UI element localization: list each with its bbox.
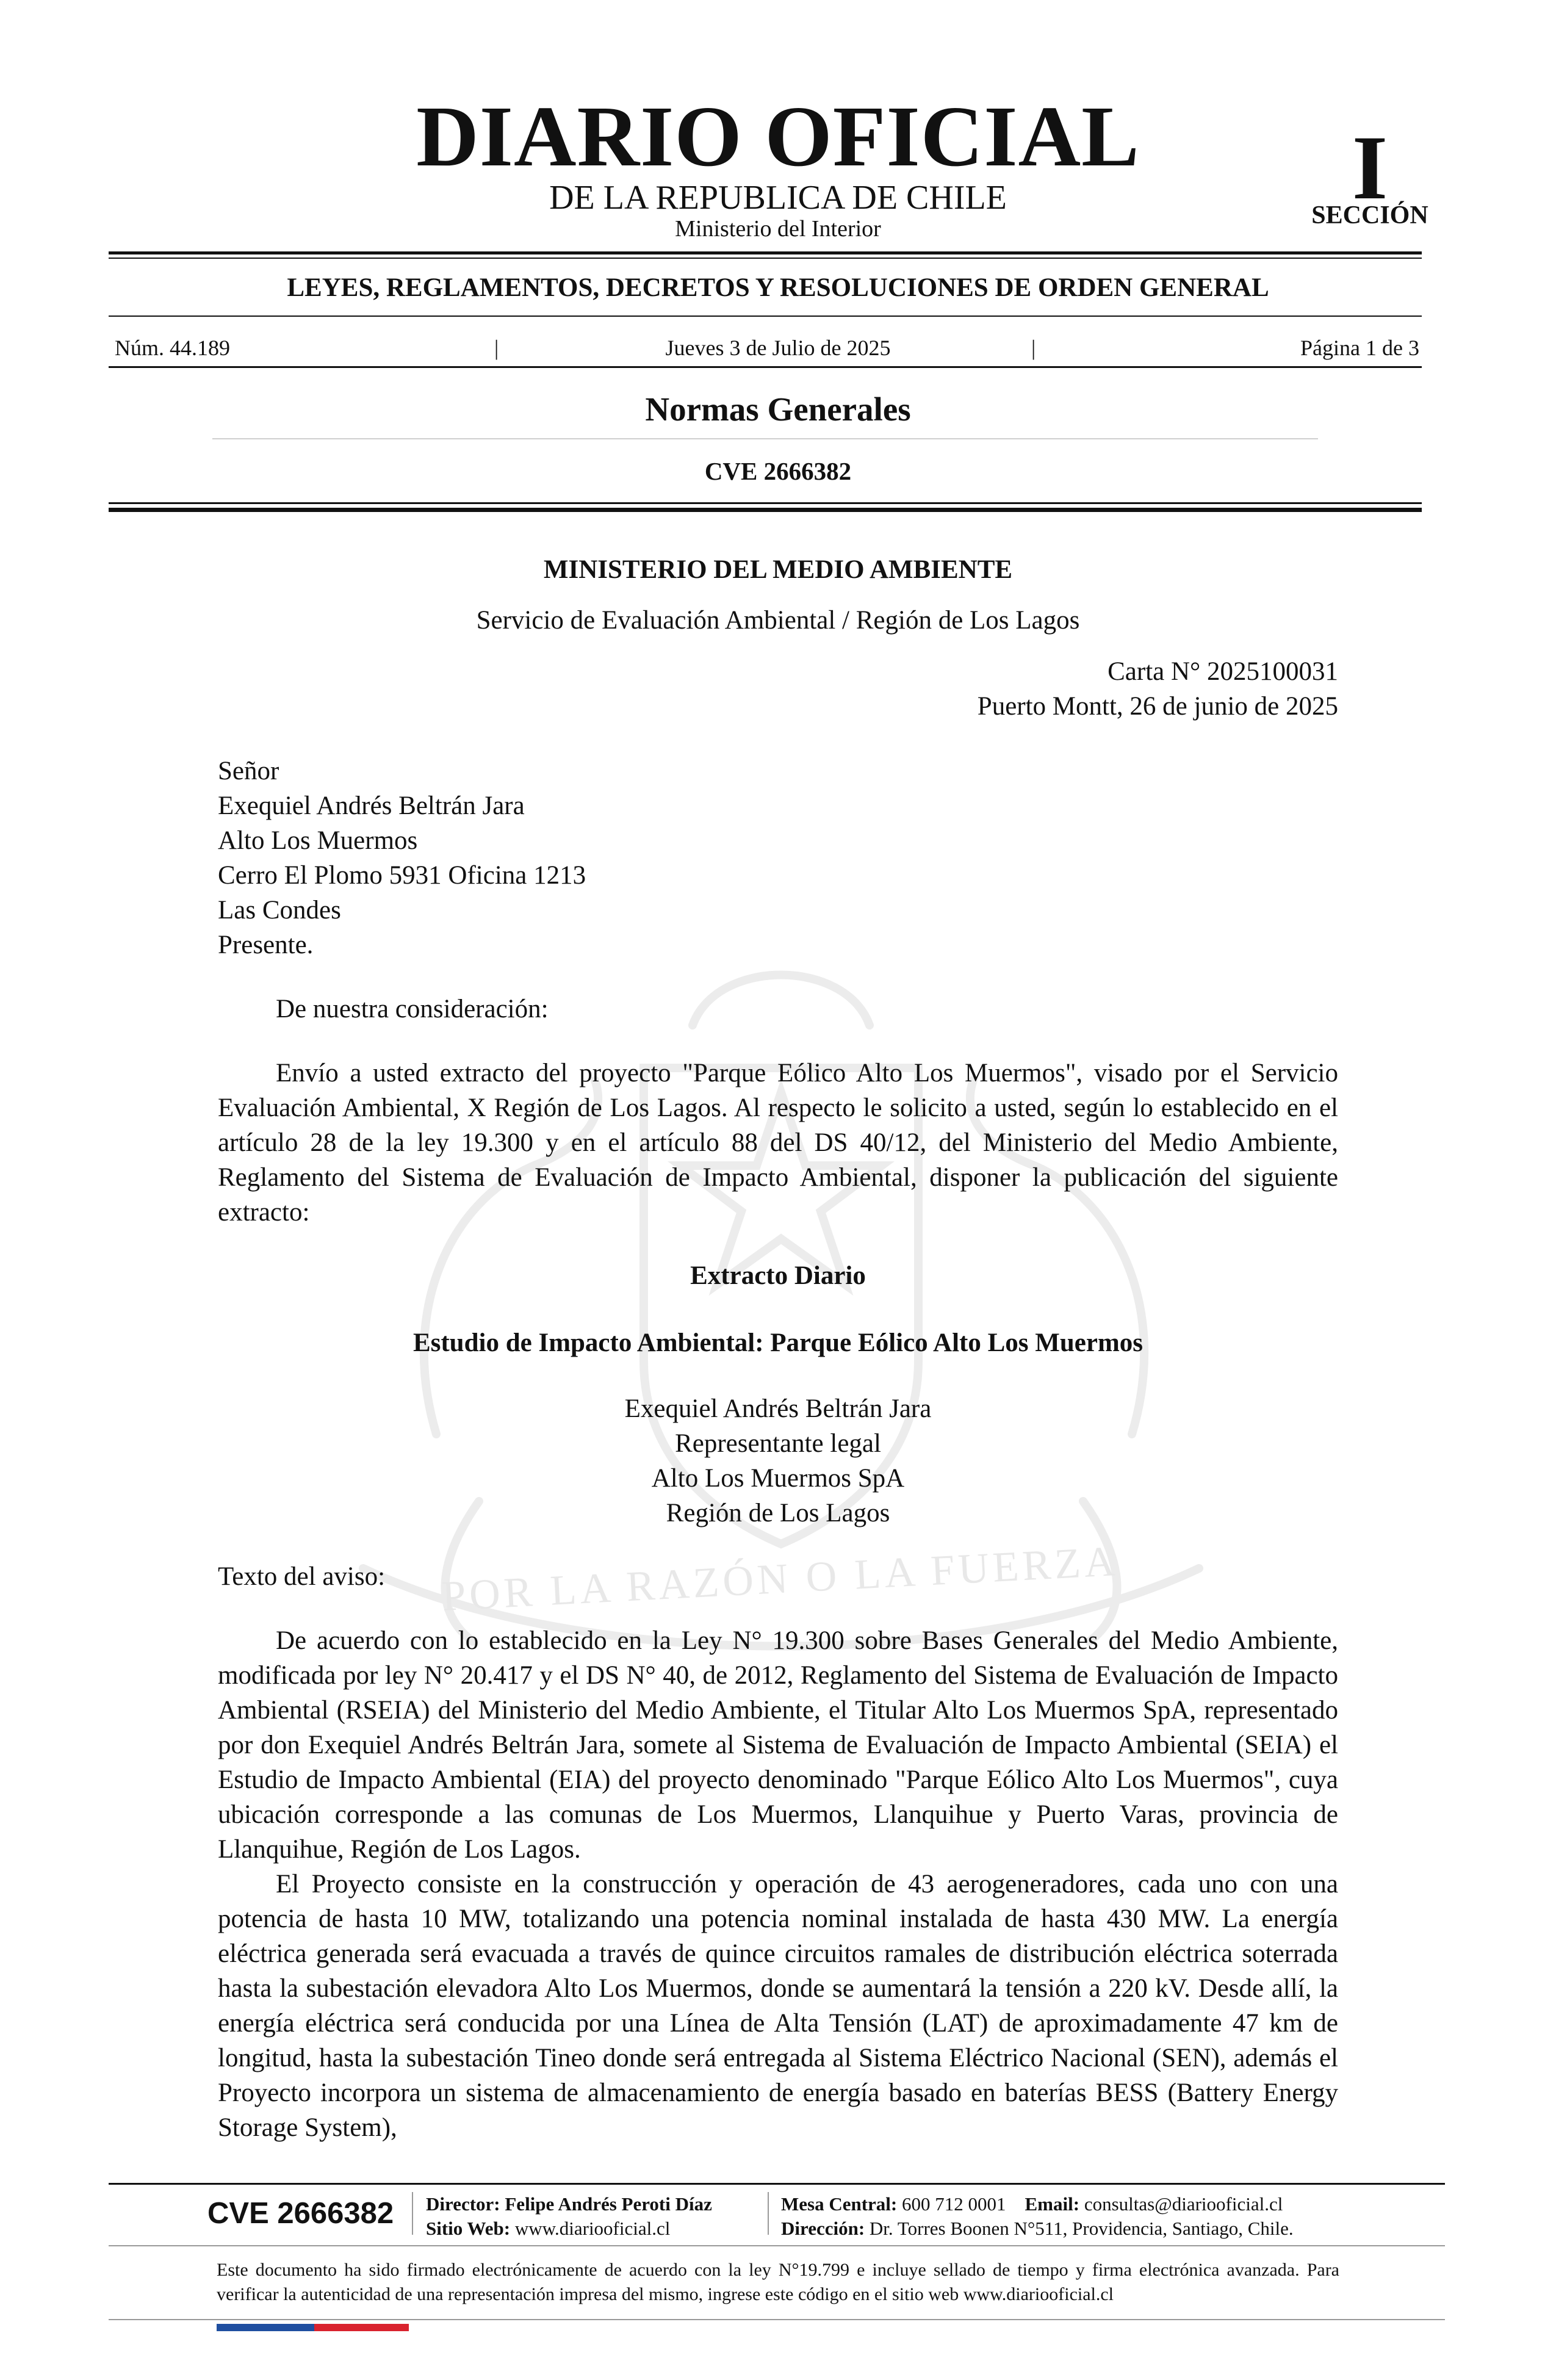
mesa-label: Mesa Central:	[781, 2193, 898, 2215]
web-link[interactable]: www.diariooficial.cl	[514, 2218, 671, 2239]
signatory-line: Alto Los Muermos SpA	[651, 1464, 905, 1493]
flag-stripe-blue	[217, 2324, 314, 2331]
footer-divider	[768, 2192, 769, 2235]
footer-rule-top	[109, 2183, 1445, 2185]
section-title-rule	[212, 438, 1318, 439]
notice-paragraph-1: De acuerdo con lo establecido en la Ley N° 19.300 sobre Bases Generales del Medio Ambiente, modificada por ley N° 20.417 y el DS N° 40, de 2012, Reglamento del Sistema de Evaluación de Impacto Ambiental (RSEIA) del Ministerio del Medio Ambiente, el Titular Alto Los Muermos SpA, representado por don Exequiel Andrés Beltrán Jara, somete al Sistema de Evaluación de Impacto Ambiental (SEIA) el Estudio de Impacto Ambiental (EIA) del proyecto denominado "Parque Eólico Alto Los Muermos", cuya ubicación corresponde a las comunas de Los Muermos, Llanquihue y Puerto Varas, provincia de Llanquihue, Región de Los Lagos.	[218, 1626, 1338, 1864]
service-line: Servicio de Evaluación Ambiental / Región de Los Lagos	[476, 606, 1080, 635]
footer-cve-code: CVE 2666382	[207, 2197, 394, 2230]
ministry-heading: MINISTERIO DEL MEDIO AMBIENTE	[543, 555, 1013, 584]
banner-heading: LEYES, REGLAMENTOS, DECRETOS Y RESOLUCIONES DE ORDEN GENERAL	[287, 273, 1269, 302]
issue-separator: |	[494, 336, 499, 360]
web-label: Sitio Web:	[426, 2218, 511, 2239]
header-rule-bottom	[109, 502, 1422, 504]
motto-watermark: POR LA RAZÓN O LA FUERZA	[441, 1538, 1120, 1621]
address-line: Las Condes	[218, 896, 341, 925]
greeting: De nuestra consideración:	[276, 995, 549, 1023]
issue-rule	[109, 366, 1422, 368]
issue-number: Núm. 44.189	[115, 336, 230, 360]
notice-paragraph-2: El Proyecto consiste en la construcción y operación de 43 aerogeneradores, cada uno con una potencia de hasta 10 MW, totalizando una potencia nominal instalada de hasta 430 MW. La energía eléctrica generada será evacuada a través de quince circuitos ramales de distribución eléctrica soterrada hasta la subestación elevadora Alto Los Muermos, donde se aumentará la tensión a 220 kV. Desde allí, la energía eléctrica será conducida por una Línea de Alta Tensión (LAT) de aproximadamente 47 km de longitud, hasta la subestación Tineo donde será entregada al Sistema Eléctrico Nacional (SEN), además el Proyecto incorpora un sistema de almacenamiento de energía basado en baterías BESS (Battery Energy Storage System),	[218, 1870, 1338, 2142]
notice-body	[218, 1623, 1338, 2145]
signatory-line: Región de Los Lagos	[666, 1499, 890, 1527]
masthead-rule-top-thin	[109, 258, 1422, 259]
footer-director-block	[426, 2192, 712, 2241]
address-block	[218, 754, 586, 962]
address-line: Presente.	[218, 931, 314, 959]
section-title: Normas Generales	[645, 391, 911, 428]
issue-page: Página 1 de 3	[1300, 336, 1419, 360]
signatory-line: Representante legal	[675, 1429, 881, 1458]
header-rule-bottom-thick	[109, 508, 1422, 512]
masthead-title: DIARIO OFICIAL	[416, 88, 1140, 184]
notice-label: Texto del aviso:	[218, 1562, 386, 1591]
place-date: Puerto Montt, 26 de junio de 2025	[977, 692, 1338, 721]
address-line: Exequiel Andrés Beltrán Jara	[218, 792, 525, 820]
intro-paragraph: Envío a usted extracto del proyecto "Parque Eólico Alto Los Muermos", visado por el Servicio Evaluación Ambiental, X Región de Los Lagos. Al respecto le solicito a usted, según lo establecido en el artículo 28 de la ley 19.300 y en el artículo 88 del DS 40/12, del Ministerio del Medio Ambiente, Reglamento del Sistema de Evaluación de Impacto Ambiental, disponer la publicación del siguiente extracto:	[218, 1059, 1338, 1227]
extract-title: Extracto Diario	[690, 1261, 866, 1290]
address-label: Dirección:	[781, 2218, 865, 2239]
office-address: Dr. Torres Boonen N°511, Providencia, Santiago, Chile.	[869, 2218, 1294, 2239]
banner-rule	[109, 316, 1422, 317]
legal-notice: Este documento ha sido firmado electrónicamente de acuerdo con la ley N°19.799 e incluye sellado de tiempo y firma electrónica avanzada. Para verificar la autenticidad de una representación impresa del mismo, ingrese este código en el sitio web www.diariooficial.cl	[217, 2260, 1339, 2304]
issue-separator: |	[1031, 336, 1036, 360]
issue-date: Jueves 3 de Julio de 2025	[665, 336, 891, 360]
footer-divider	[412, 2192, 413, 2235]
email-link[interactable]: consultas@diariooficial.cl	[1084, 2193, 1283, 2215]
email-label: Email:	[1025, 2193, 1080, 2215]
footer-rule-bottom	[109, 2319, 1445, 2320]
address-line: Cerro El Plomo 5931 Oficina 1213	[218, 861, 586, 890]
director-name: Felipe Andrés Peroti Díaz	[505, 2193, 712, 2215]
mesa-phone: 600 712 0001	[902, 2193, 1006, 2215]
section-number: I	[1352, 117, 1388, 218]
masthead-subtitle: DE LA REPUBLICA DE CHILE	[549, 179, 1007, 217]
flag-stripe-red	[314, 2324, 409, 2331]
cve-code: CVE 2666382	[704, 457, 852, 485]
director-label: Director:	[426, 2193, 500, 2215]
masthead-ministry: Ministerio del Interior	[675, 216, 881, 242]
footer-contact-block	[781, 2192, 1294, 2241]
address-line: Señor	[218, 757, 279, 785]
address-line: Alto Los Muermos	[218, 826, 418, 855]
carta-number: Carta N° 2025100031	[1108, 657, 1338, 686]
study-title: Estudio de Impacto Ambiental: Parque Eólico Alto Los Muermos	[412, 1329, 1144, 1357]
signatory-block	[0, 1391, 1556, 1531]
masthead-rule-top	[109, 251, 1422, 254]
footer-rule-mid	[109, 2245, 1445, 2246]
section-label: SECCIÓN	[1311, 201, 1428, 229]
signatory-line: Exequiel Andrés Beltrán Jara	[624, 1394, 932, 1423]
